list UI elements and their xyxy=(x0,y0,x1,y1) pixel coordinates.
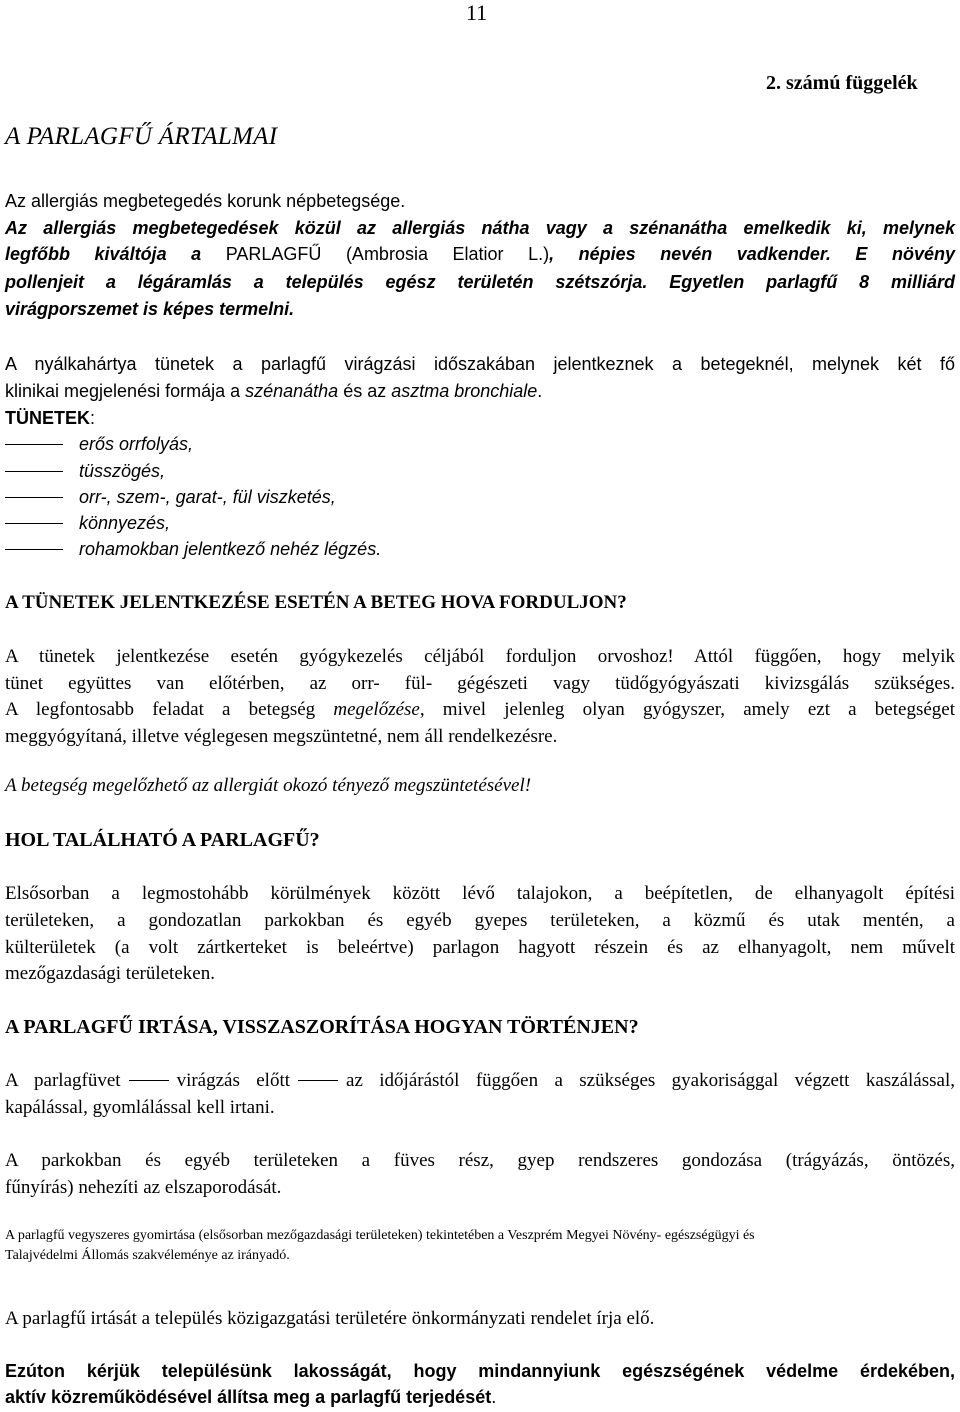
document-title: A PARLAGFŰ ÁRTALMAI xyxy=(5,123,278,150)
appendix-label: 2. számú függelék xyxy=(766,72,918,94)
turn-line-3c: , mivel jelenleg olyan gyógyszer, amely ezt a betegséget xyxy=(419,699,955,720)
decree-line: A parlagfű irtását a település közigazgatási területére önkormányzati rendelet írja elő. xyxy=(5,1308,655,1329)
control-line-1 xyxy=(5,1070,955,1092)
closing-line-2 xyxy=(5,1387,955,1408)
control-line-1c: az időjárástól függően a szükséges gyakorisággal végzett kaszálással, xyxy=(346,1070,955,1091)
intro-line-4: pollenjeit a légáramlás a település egész területén szétszórja. Egyetlen parlagfű 8 milliárd xyxy=(5,272,955,292)
closing-line-1: Ezúton kérjük településünk lakosságát, hogy mindannyiunk egészségének védelme érdekében, xyxy=(5,1361,955,1381)
em-dash-icon xyxy=(298,1080,338,1081)
mucosa-asthma: asztma bronchiale xyxy=(391,381,538,401)
intro-line-1: Az allergiás megbetegedés korunk népbetegsége. xyxy=(5,191,406,211)
dash-bullet-icon xyxy=(5,523,63,524)
intro-line-5: virágporszemet is képes termelni. xyxy=(5,299,295,319)
dash-bullet-icon xyxy=(5,549,63,550)
turn-line-2: tünet együttes van előtérben, az orr- fül- gégészeti vagy tüdőgyógyászati kivizsgálás szükséges. xyxy=(5,673,955,694)
symptom-item-text: tüsszögés, xyxy=(79,461,166,481)
symptoms-label-text: TÜNETEK xyxy=(5,408,90,428)
control-line-2: kapálással, gyomlálással kell irtani. xyxy=(5,1097,275,1118)
turn-line-1: A tünetek jelentkezése esetén gyógykezelés céljából forduljon orvoshoz! Attól függően, hogy melyik xyxy=(5,646,955,667)
intro-species: PARLAGFŰ (Ambrosia Elatior L.) xyxy=(225,244,550,264)
prevention-statement: A betegség megelőzhető az allergiát okozó tényező megszüntetésével! xyxy=(5,775,532,796)
mucosa-line-2a: klinikai megjelenési formája a xyxy=(5,381,246,401)
small-note-line-2: Talajvédelmi Állomás szakvéleménye az irányadó. xyxy=(5,1248,290,1263)
intro-line-3a: legfőbb kiváltója a xyxy=(5,244,226,264)
closing-line-2-end: . xyxy=(491,1387,497,1407)
em-dash-icon xyxy=(129,1080,169,1081)
turn-line-4: meggyógyítaná, illetve véglegesen megszüntetné, nem áll rendelkezésre. xyxy=(5,726,558,747)
small-note-line-1: A parlagfű vegyszeres gyomirtása (elsősorban mezőgazdasági területeken) tekintetében a Veszprém Megyei Növény- egészségügyi és xyxy=(5,1228,755,1243)
turn-line-3 xyxy=(5,699,955,721)
mucosa-line-1: A nyálkahártya tünetek a parlagfű virágzási időszakában jelentkeznek a betegeknél, melynek két fő xyxy=(5,354,955,374)
intro-line-3c: , népies nevén vadkender. E növény xyxy=(549,244,955,264)
mucosa-line-2c: és az xyxy=(338,381,392,401)
dash-bullet-icon xyxy=(5,471,63,472)
parks-line-2: fűnyírás) nehezíti az elszaporodását. xyxy=(5,1177,282,1198)
symptom-item xyxy=(5,487,336,508)
parks-line-1: A parkokban és egyéb területeken a füves rész, gyep rendszeres gondozása (trágyázás, öntözés, xyxy=(5,1150,955,1171)
control-line-1a: A parlagfüvet xyxy=(5,1070,121,1091)
found-line-4: mezőgazdasági területeken. xyxy=(5,963,215,984)
symptom-item xyxy=(5,434,193,455)
page-number: 11 xyxy=(466,0,488,25)
symptom-item xyxy=(5,539,381,560)
heading-where-found: HOL TALÁLHATÓ A PARLAGFŰ? xyxy=(5,829,320,851)
heading-where-to-turn: A TÜNETEK JELENTKEZÉSE ESETÉN A BETEG HOVA FORDULJON? xyxy=(5,592,627,613)
symptom-item xyxy=(5,461,165,482)
turn-line-3a: A legfontosabb feladat a betegség xyxy=(5,699,334,720)
found-line-1: Elsősorban a legmostohább körülmények között lévő talajokon, a beépítetlen, de elhanyagolt építési xyxy=(5,883,955,904)
mucosa-line-2 xyxy=(5,381,955,402)
turn-prevention-word: megelőzése xyxy=(333,699,420,720)
dash-bullet-icon xyxy=(5,497,63,498)
symptoms-label xyxy=(5,408,955,429)
found-line-3: külterületek (a volt zártkerteket is beleértve) parlagon hagyott részein és az elhanyagolt, nem művelt xyxy=(5,937,955,958)
heading-control: A PARLAGFŰ IRTÁSA, VISSZASZORÍTÁSA HOGYAN TÖRTÉNJEN? xyxy=(5,1016,639,1038)
symptom-item-text: könnyezés, xyxy=(79,513,171,533)
symptom-item xyxy=(5,513,170,534)
mucosa-hayfever: szénanátha xyxy=(245,381,339,401)
intro-line-3 xyxy=(5,244,955,265)
control-line-1b: virágzás előtt xyxy=(176,1070,291,1091)
intro-line-2: Az allergiás megbetegedések közül az allergiás nátha vagy a szénanátha emelkedik ki, melynek xyxy=(5,218,955,238)
dash-bullet-icon xyxy=(5,444,63,445)
symptoms-colon: : xyxy=(90,408,96,428)
closing-line-2-text: aktív közreműködésével állítsa meg a parlagfű terjedését xyxy=(5,1387,492,1407)
mucosa-line-2e: . xyxy=(537,381,543,401)
found-line-2: területeken, a gondozatlan parkokban és egyéb gyepes területeken, a közmű és utak mentén, a xyxy=(5,910,955,931)
symptom-item-text: orr-, szem-, garat-, fül viszketés, xyxy=(79,487,336,507)
symptom-item-text: erős orrfolyás, xyxy=(79,434,194,454)
symptom-item-text: rohamokban jelentkező nehéz légzés. xyxy=(79,539,382,559)
